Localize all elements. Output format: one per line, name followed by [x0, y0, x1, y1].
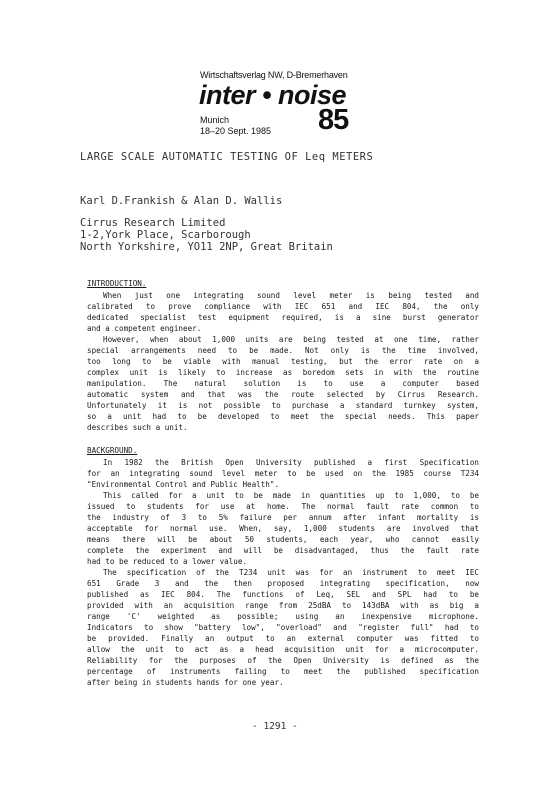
- conference-logo: inter • noise: [199, 80, 346, 110]
- text-line: complete the experiment and will be disadvantaged, thus the fault rate: [87, 546, 479, 555]
- text-line: issued to students for use at home. The normal fault rate common to: [87, 502, 479, 511]
- background-body: [87, 457, 479, 688]
- text-line: after being in students hands for one year.: [87, 678, 284, 687]
- background-heading: BACKGROUND.: [87, 446, 138, 455]
- text-line: be provided. Finally an output to an external computer was fitted to: [87, 634, 479, 643]
- text-line: However, when about 1,000 units are being tested at one time, rather: [103, 335, 479, 344]
- paper-title: LARGE SCALE AUTOMATIC TESTING OF Leq METERS: [80, 151, 374, 163]
- text-line: Indicators to show "battery low", "overload" and "register full" had to: [87, 623, 479, 632]
- publisher-line: Wirtschaftsverlag NW, D-Bremerhaven: [200, 70, 348, 80]
- text-line: In 1982 the British Open University published a first Specification: [103, 458, 479, 467]
- text-line: manipulation. The natural solution is to use a computer based: [87, 379, 479, 388]
- text-line: special arrangements need to be made. Not only is the time involved,: [87, 346, 479, 355]
- text-line: When just one integrating sound level meter is being tested and: [103, 291, 479, 300]
- text-line: Reliability for the purposes of the Open University is defined as the: [87, 656, 479, 665]
- text-line: The specification of the T234 unit was for an instrument to meet IEC: [103, 568, 479, 577]
- text-line: published as IEC 804. The functions of Leq, SEL and SPL had to be: [87, 590, 479, 599]
- conference-city: Munich: [200, 115, 230, 125]
- affiliation-line: Cirrus Research Limited: [80, 217, 226, 229]
- introduction-body: [87, 290, 479, 433]
- text-line: Unfortunately it is not possible to purchase a standard turnkey system,: [87, 401, 479, 410]
- affiliation-line: 1-2,York Place, Scarborough: [80, 229, 251, 241]
- text-line: "Environmental Control and Public Health".: [87, 480, 280, 489]
- text-line: too long to be viable with manual testing, but the error rate on a: [87, 357, 479, 366]
- text-line: calibrated to prove compliance with IEC 651 and IEC 804, the only: [87, 302, 479, 311]
- text-line: and a competent engineer.: [87, 324, 202, 333]
- text-line: percentage of instruments failing to meet the published specification: [87, 667, 479, 676]
- text-line: automatic system and that was the route selected by Cirrus Research.: [87, 390, 479, 399]
- conference-dates: 18–20 Sept. 1985: [200, 126, 272, 136]
- paper-authors: Karl D.Frankish & Alan D. Wallis: [80, 195, 283, 207]
- text-line: describes such a unit.: [87, 423, 188, 432]
- text-line: complex unit is likely to increase as boredom sets in with the routine: [87, 368, 479, 377]
- text-line: 651 Grade 3 and the then proposed integrating specification, now: [87, 579, 479, 588]
- introduction-heading: INTRODUCTION.: [87, 279, 147, 288]
- text-line: provided with an acquisition range from 25dBA to 143dBA with as big a: [87, 601, 479, 610]
- page-number: - 1291 -: [252, 721, 298, 732]
- text-line: acceptable for normal use. When, say, 1,000 students are involved that: [87, 524, 479, 533]
- text-line: dedicated specialist test equipment required, is a sine burst generator: [87, 313, 479, 322]
- text-line: for an integrating sound level meter to be used on the 1985 course T234: [87, 469, 479, 478]
- conference-year: 85: [318, 104, 349, 136]
- text-line: allow the unit to act as a head acquisition unit for a microcomputer.: [87, 645, 479, 654]
- affiliation-line: North Yorkshire, YO11 2NP, Great Britain: [80, 241, 333, 253]
- text-line: so a unit had to be developed to meet the special needs. This paper: [87, 412, 479, 421]
- text-line: means there will be about 50 students, each year, who cannot easily: [87, 535, 479, 544]
- text-line: This called for a unit to be made in quantities up to 1,000, to be: [103, 491, 479, 500]
- text-line: range 'C' weighted as possible; using an inexpensive microphone.: [87, 612, 479, 621]
- text-line: had to be reduced to a lower value.: [87, 557, 248, 566]
- text-line: the industry of 3 to 5% failure per annum after infant mortality is: [87, 513, 479, 522]
